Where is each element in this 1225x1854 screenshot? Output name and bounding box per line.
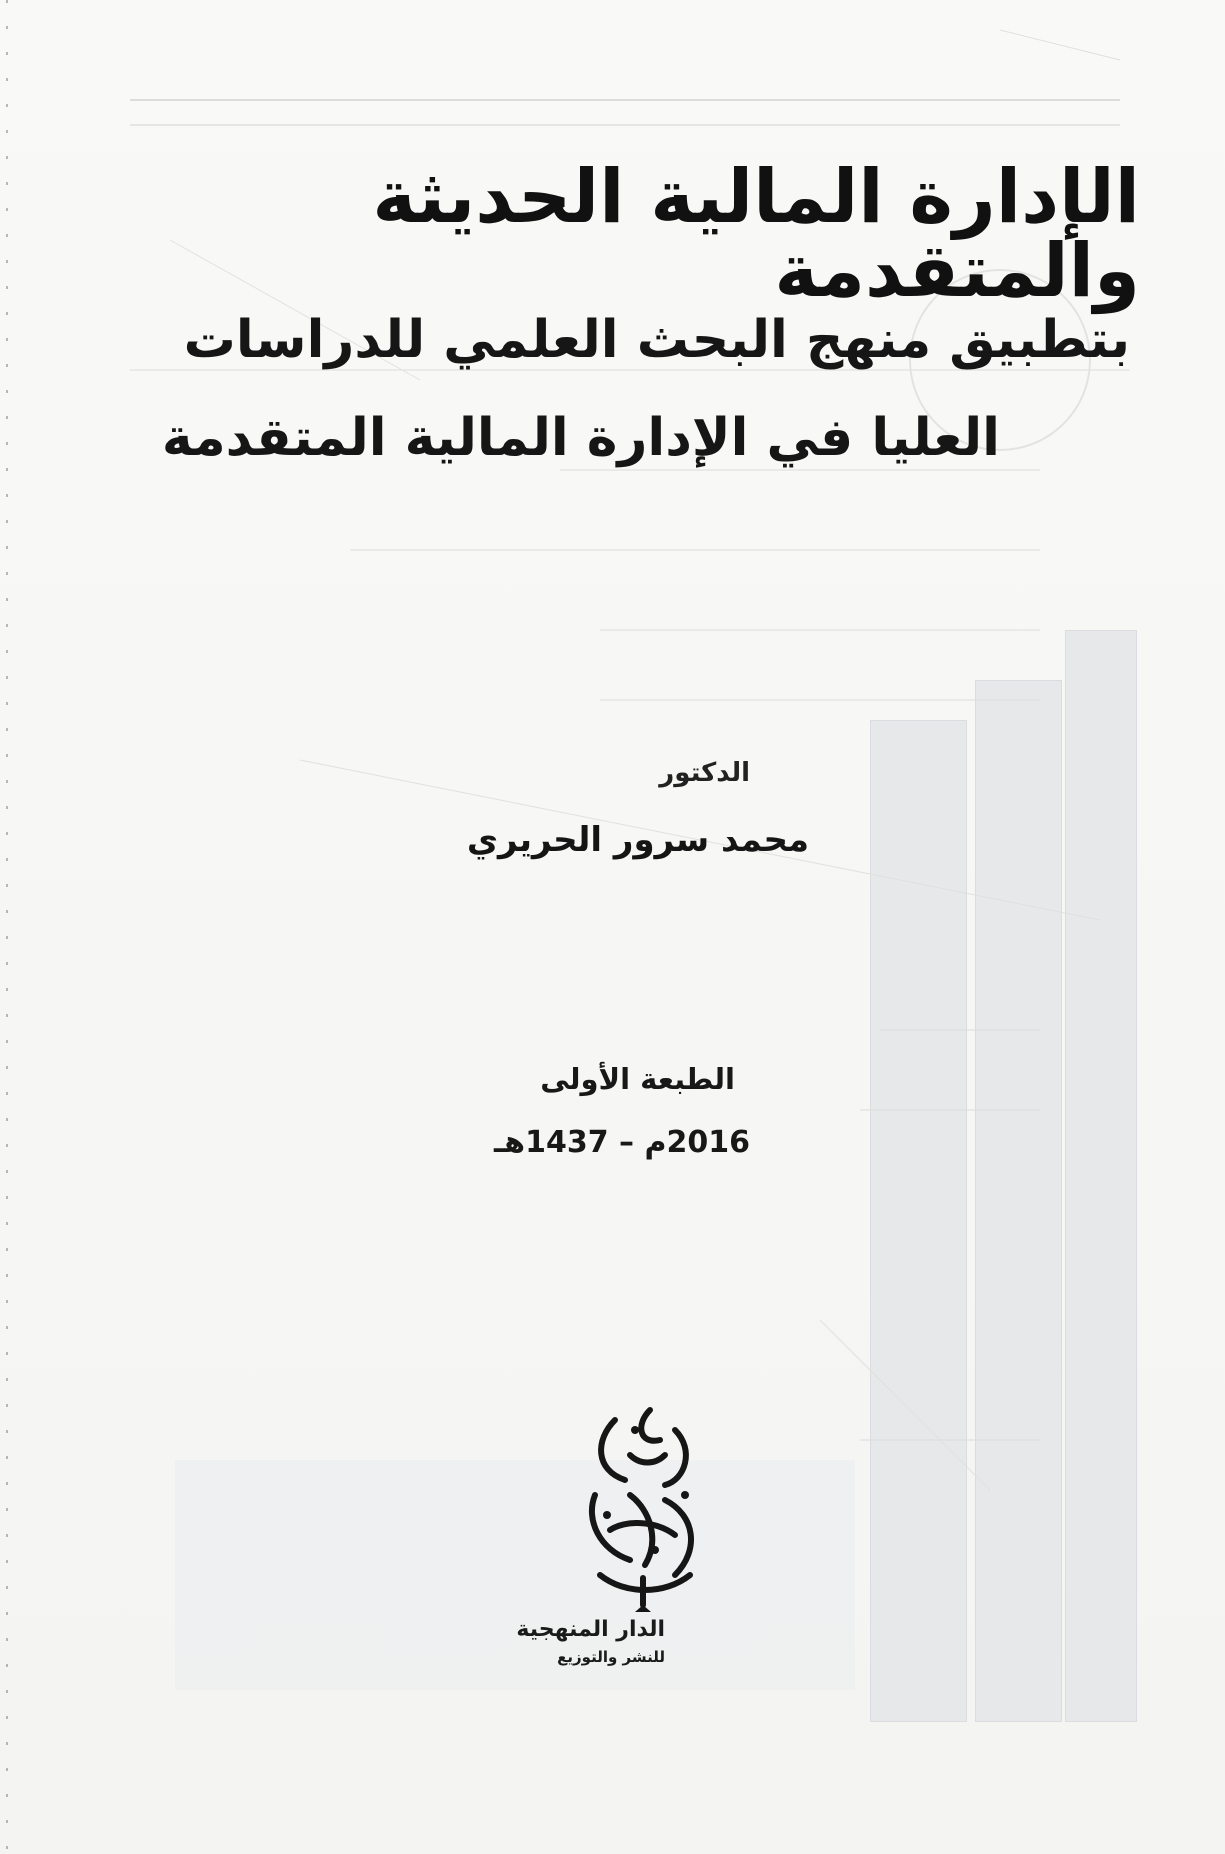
author-title-label: الدكتور — [659, 758, 750, 788]
book-subtitle-line-2: العليا في الإدارة المالية المتقدمة — [161, 408, 1000, 468]
publisher-name: الدار المنهجية — [516, 1617, 665, 1642]
book-subtitle-line-1: بتطبيق منهج البحث العلمي للدراسات — [183, 310, 1130, 370]
author-name: محمد سرور الحريري — [466, 820, 809, 860]
edition-label: الطبعة الأولى — [540, 1062, 735, 1096]
publisher-logo-icon — [555, 1400, 730, 1615]
publisher-tagline: للنشر والتوزيع — [557, 1648, 665, 1666]
book-title: الإدارة المالية الحديثة والمتقدمة — [372, 154, 1140, 314]
publication-year: 2016م – 1437هـ — [494, 1125, 750, 1160]
